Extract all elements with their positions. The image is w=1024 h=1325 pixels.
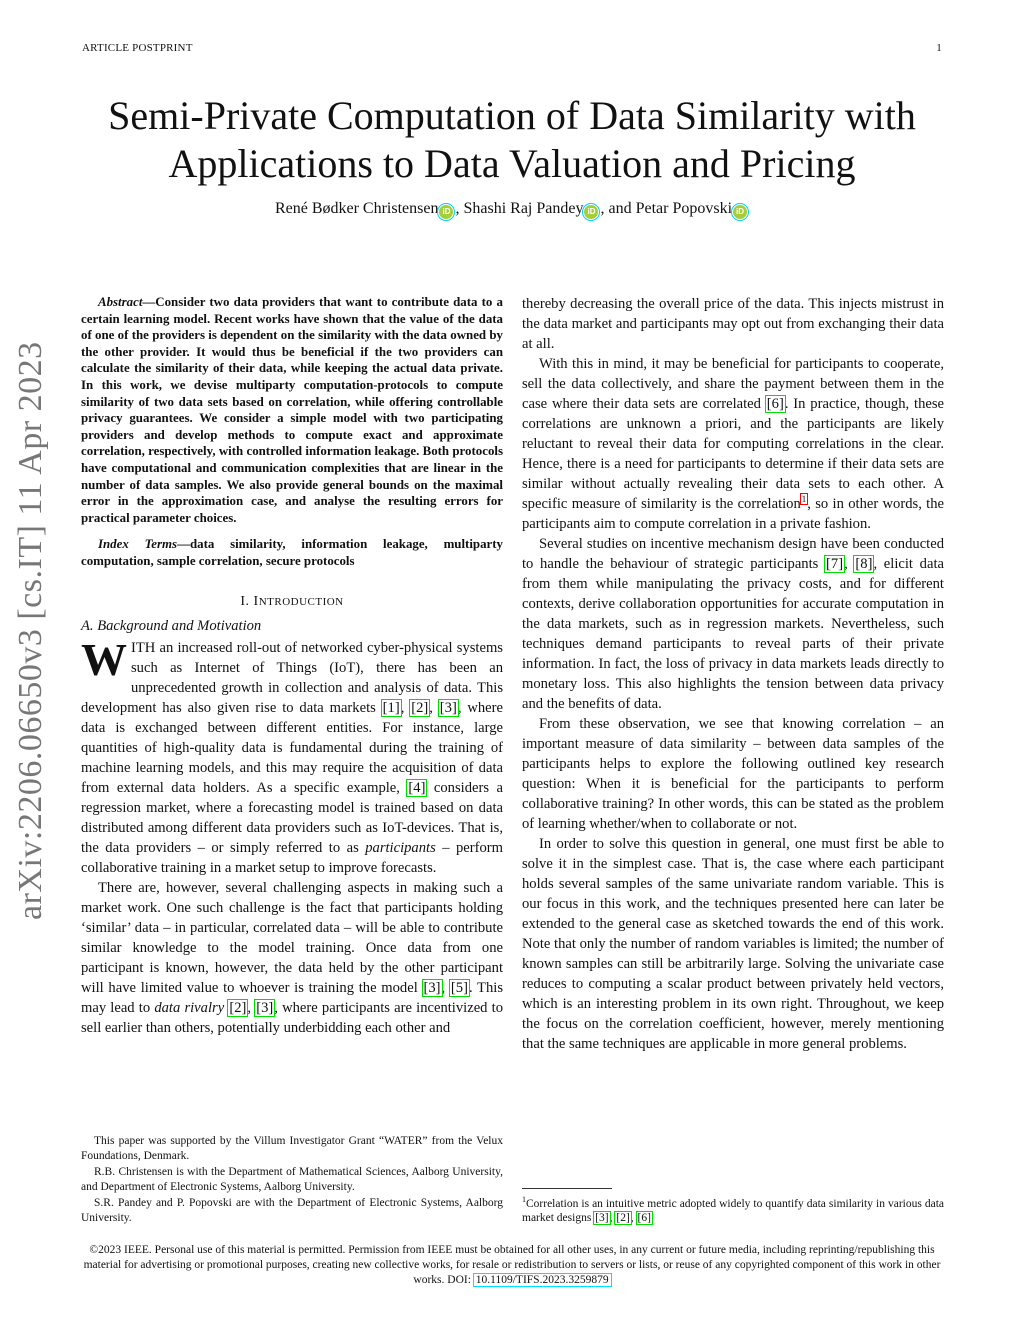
citation-link[interactable]: [2] bbox=[616, 1212, 630, 1225]
footnote-text: , bbox=[630, 1212, 637, 1225]
orcid-icon[interactable]: iD bbox=[733, 205, 747, 219]
body-paragraph: In order to solve this question in general, one must first be able to solve it in the simplest case. That is, the case where each participant holds several samples of the same univariate random variable. This is our focus in this work, and the techniques presented here can later be extended to the general case as sketched towards the end of this work. Note that only the number of random variables is limited; the number of known samples can still be arbitrarily large. Solving the univariate case reduces to computing a scalar product between privately held vectors, which is an interesting problem in its own right. Throughout, we keep the focus on the correlation coefficient, however, merely mentioning that the same techniques are applicable in more general problems. bbox=[522, 836, 944, 1052]
copyright-notice bbox=[82, 1243, 942, 1288]
citation-link[interactable]: [2] bbox=[229, 999, 247, 1016]
index-terms bbox=[81, 536, 503, 569]
orcid-icon[interactable]: iD bbox=[584, 205, 598, 219]
author-3: Petar Popovski bbox=[635, 200, 733, 217]
author-separator: , and bbox=[600, 200, 636, 217]
citation-link[interactable]: [1] bbox=[382, 699, 400, 716]
intro-italic: participants bbox=[365, 839, 436, 856]
footnote-rule bbox=[522, 1188, 612, 1189]
intro-text: – perform collaborative training in a market setup to improve forecasts. bbox=[81, 839, 503, 876]
body-text: . In practice, though, these correlations are unknown a priori, and the participants are likely reluctant to reveal their data for computing correlations in the clear. Hence, there is a need for participants to determine if their data sets are similar without actually revealing their data sets to each other. A specific measure of similarity is the correlation bbox=[522, 396, 944, 512]
citation-link[interactable]: [8] bbox=[855, 556, 873, 572]
intro-text: . This may lead to bbox=[81, 979, 503, 1016]
intro-text: , where data is exchanged between different entities. For instance, large quantities of high-quality data is fundamental during the training of machine learning models, and this may require the acquisition of data from external data holders. As a specific example, bbox=[81, 699, 504, 796]
index-terms-text: —data similarity, information leakage, multiparty computation, sample correlation, secure protocols bbox=[81, 537, 504, 568]
copyright-text: ©2023 IEEE. Personal use of this material is permitted. Permission from IEEE must be obtained for all other uses, in any current or future media, including reprinting/republishing this material for advertising or promotional purposes, creating new collective works, for resale or redistribution to servers or lists, or reuse of any copyrighted component of this work in other works. DOI: bbox=[83, 1244, 941, 1286]
index-terms-label: Index Terms bbox=[98, 537, 178, 552]
intro-italic: data rivalry bbox=[154, 999, 225, 1016]
body-paragraph bbox=[522, 534, 944, 714]
abstract-text: —Consider two data providers that want to contribute data to a certain learning model. Recent works have shown that the value of the data of one of the providers is dependent on the similarity with the data owned by the other provider. It would thus be beneficial if the two providers can calculate the similarity of their data, while keeping the actual data private. In this work, we devise multiparty computation-protocols to compute similarity of two data sets based on correlation, while offering controllable privacy guarantees. We consider a simple model with two participating providers and develop methods to compute exact and approximate correlation, respectively, with controlled information leakage. Both protocols have computational and communication complexities that are linear in the number of data samples. We also provide general bounds on the maximal error in the approximation case, and analyse the resulting errors for practical parameter choices. bbox=[81, 295, 503, 525]
body-paragraph: thereby decreasing the overall price of the data. This injects mistrust in the data market and participants may opt out from exchanging their data at all. bbox=[522, 296, 944, 352]
intro-paragraph-1 bbox=[81, 633, 504, 878]
affiliation-note: R.B. Christensen is with the Department of Mathematical Sciences, Aalborg University, and Department of Electronic Systems, Aalborg University. bbox=[81, 1166, 503, 1193]
author-list bbox=[60, 198, 964, 220]
intro-text: ITH an increased roll-out of networked cyber-physical systems such as Internet of Things (IoT), there has been an unprecedented growth in collection and analysis of data. This development has also given rise to data markets bbox=[81, 639, 503, 716]
section-heading bbox=[81, 592, 503, 612]
intro-text: , bbox=[441, 979, 450, 996]
page-number: 1 bbox=[936, 42, 942, 54]
footnote-link[interactable]: 1 bbox=[801, 494, 807, 505]
intro-text: , bbox=[429, 699, 439, 716]
running-header: ARTICLE POSTPRINT bbox=[82, 42, 193, 54]
intro-paragraph-2 bbox=[81, 878, 503, 1038]
intro-text: considers a regression market, where a forecasting model is trained based on data distributed among different data providers such as IoT-devices. That is, the data providers – or simply referred to as bbox=[81, 779, 503, 856]
footnote-text: , bbox=[609, 1212, 616, 1225]
author-2: Shashi Raj Pandey bbox=[463, 200, 584, 217]
citation-link[interactable]: [4] bbox=[408, 779, 426, 796]
left-column bbox=[81, 294, 503, 1038]
citation-link[interactable]: [5] bbox=[450, 979, 468, 996]
abstract bbox=[81, 294, 503, 526]
doi-link[interactable]: 10.1109/TIFS.2023.3259879 bbox=[475, 1274, 609, 1286]
citation-link[interactable]: [2] bbox=[411, 699, 429, 716]
section-name: NTRODUCTION bbox=[258, 595, 344, 608]
author-separator: , bbox=[455, 200, 464, 217]
citation-link[interactable]: [3] bbox=[439, 699, 457, 716]
citation-link[interactable]: [3] bbox=[423, 979, 441, 996]
left-footnotes bbox=[81, 1134, 503, 1227]
orcid-icon[interactable]: iD bbox=[439, 205, 453, 219]
funding-note: This paper was supported by the Villum Investigator Grant “WATER” from the Velux Foundations, Denmark. bbox=[81, 1135, 503, 1162]
citation-link[interactable]: [7] bbox=[826, 556, 844, 572]
section-number: I. bbox=[240, 593, 250, 609]
footnote-text: Correlation is an intuitive metric adopted widely to quantify data similarity in various data market designs bbox=[522, 1197, 944, 1225]
intro-text: , where participants are incentivized to sell earlier than others, potentially underbidding each other and bbox=[81, 999, 503, 1036]
title-line-2: Applications to Data Valuation and Pricing bbox=[168, 141, 856, 186]
body-text: Several studies on incentive mechanism design have been conducted to handle the behaviour of strategic participants bbox=[522, 536, 944, 572]
section-initial: I bbox=[253, 593, 259, 609]
author-1: René Bødker Christensen bbox=[274, 200, 439, 217]
body-text: , so in other words, the participants aim to compute correlation in a private fashion. bbox=[522, 496, 944, 532]
intro-text: , bbox=[400, 699, 411, 716]
intro-text: There are, however, several challenging aspects in making such a market work. One such challenge is the fact that participants holding ‘similar’ data – in particular, correlated data – will be able to contribute similar knowledge to the model training. Once data from one participant is known, however, the data held by the other participant will have limited value to whoever is training the model bbox=[81, 879, 503, 996]
citation-link[interactable]: [6] bbox=[637, 1212, 651, 1225]
arxiv-stamp: arXiv:2206.06650v3 [cs.IT] 11 Apr 2023 bbox=[12, 341, 49, 920]
subsection-heading: A. Background and Motivation bbox=[81, 617, 262, 634]
right-footnote bbox=[522, 1193, 944, 1226]
paper-title bbox=[60, 92, 964, 188]
drop-cap: W bbox=[81, 633, 127, 685]
abstract-label: Abstract bbox=[98, 295, 143, 309]
citation-link[interactable]: [3] bbox=[256, 999, 274, 1016]
intro-text: , bbox=[247, 999, 256, 1016]
citation-link[interactable]: [3] bbox=[595, 1212, 609, 1225]
body-paragraph bbox=[522, 354, 944, 534]
right-column bbox=[522, 294, 944, 1054]
affiliation-note: S.R. Pandey and P. Popovski are with the Department of Electronic Systems, Aalborg University. bbox=[81, 1197, 503, 1224]
body-text: With this in mind, it may be beneficial for participants to cooperate, sell the data collectively, and share the payment between them in the case where their data sets are correlated bbox=[522, 356, 944, 412]
body-paragraph: From these observation, we see that knowing correlation – an important measure of data similarity – between data samples of the participants helps to explore the following outlined key research question: When it is beneficial for the participants to perform collaborative training? In other words, this can be stated as the problem of learning whether/when to collaborate or not. bbox=[522, 716, 944, 832]
body-text: , bbox=[844, 556, 855, 572]
citation-link[interactable]: [6] bbox=[766, 396, 784, 412]
body-text: , elicit data from them while manipulating the privacy costs, and for different contexts, derive collaboration opportunities for accurate computation in the data markets, such as in regression markets. Nevertheless, such techniques demand participants to reveal parts of their private information. In fact, the loss of privacy in data markets leads directly to monetary loss. This also highlights the tension between data privacy and the benefits of data. bbox=[522, 556, 944, 712]
title-line-1: Semi-Private Computation of Data Similarity with bbox=[108, 93, 916, 138]
footnote-mark: 1 bbox=[522, 1195, 526, 1204]
